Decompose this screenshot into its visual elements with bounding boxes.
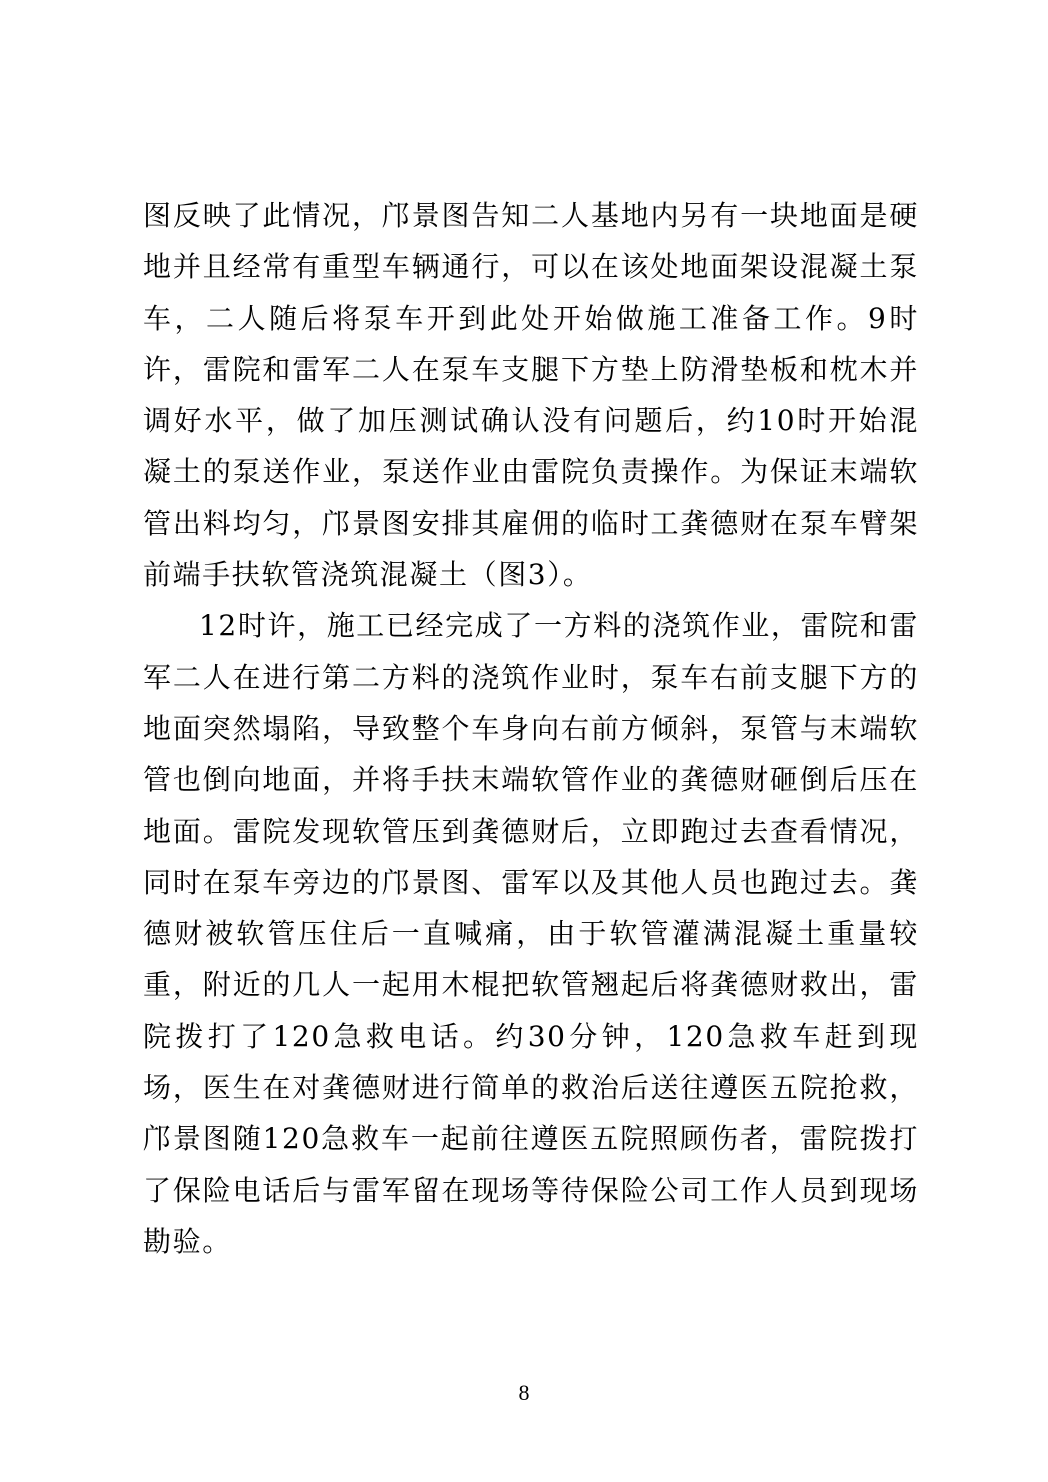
paragraph-2: 12时许，施工已经完成了一方料的浇筑作业，雷院和雷军二人在进行第二方料的浇筑作业时，泵车右前支腿下方的地面突然塌陷，导致整个车身向右前方倾斜，泵管与末端软管也倒向地面，并将手扶末端软管作业的龚德财砸倒后压在地面。雷院发现软管压到龚德财后，立即跑过去查看情况，同时在泵车旁边的邝景图、雷军以及其他人员也跑过去。龚德财被软管压住后一直喊痛，由于软管灌满混凝土重量较重，附近的几人一起用木棍把软管翘起后将龚德财救出，雷院拨打了120急救电话。约30分钟，120急救车赶到现场，医生在对龚德财进行简单的救治后送往遵医五院抢救，邝景图随120急救车一起前往遵医五院照顾伤者，雷院拨打了保险电话后与雷军留在现场等待保险公司工作人员到现场勘验。	[143, 609, 919, 1258]
body-text	[143, 190, 919, 1267]
paragraph-1: 图反映了此情况，邝景图告知二人基地内另有一块地面是硬地并且经常有重型车辆通行，可以在该处地面架设混凝土泵车，二人随后将泵车开到此处开始做施工准备工作。9时许，雷院和雷军二人在泵车支腿下方垫上防滑垫板和枕木并调好水平，做了加压测试确认没有问题后，约10时开始混凝土的泵送作业，泵送作业由雷院负责操作。为保证末端软管出料均匀，邝景图安排其雇佣的临时工龚德财在泵车臂架前端手扶软管浇筑混凝土（图3）。	[143, 199, 919, 592]
page-number: 8	[518, 1380, 530, 1405]
